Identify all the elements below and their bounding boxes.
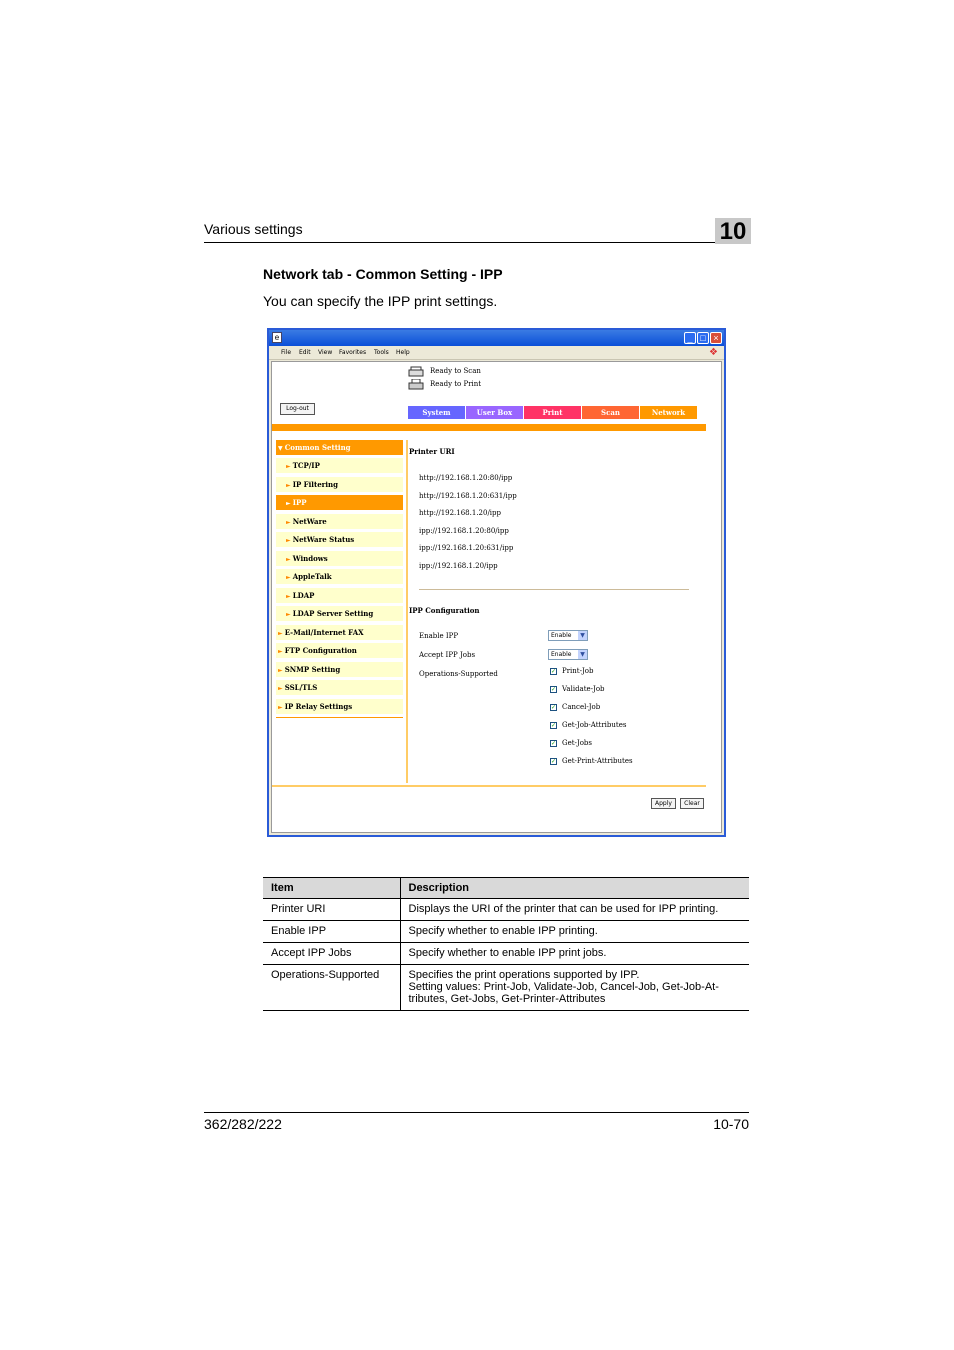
sidebar-item-label: SSL/TLS	[284, 683, 318, 692]
tab-scan[interactable]: Scan	[582, 406, 639, 419]
table-row	[263, 899, 749, 921]
nav-divider	[276, 717, 403, 718]
triangle-right-icon: ►	[286, 593, 293, 600]
tab-system[interactable]: System	[408, 406, 465, 419]
sidebar-item-label: AppleTalk	[292, 572, 332, 581]
sidebar-item-label: NetWare	[292, 517, 327, 526]
table-cell-item: Operations-Supported	[263, 965, 400, 1011]
window-titlebar	[269, 330, 724, 346]
menu-file[interactable]: File	[281, 349, 292, 356]
table-row	[263, 921, 749, 943]
sidebar-item[interactable]	[276, 458, 403, 473]
triangle-right-icon: ►	[278, 667, 285, 674]
sidebar-item[interactable]	[276, 477, 403, 492]
model-number: 362/282/222	[204, 1116, 282, 1132]
intro-text: You can specify the IPP print settings.	[263, 293, 498, 309]
triangle-down-icon: ▼	[278, 445, 285, 452]
triangle-right-icon: ►	[278, 648, 285, 655]
tab-underline-bar	[272, 424, 706, 431]
sidebar-item[interactable]	[276, 569, 403, 584]
table-cell-item: Printer URI	[263, 899, 400, 921]
chevron-down-icon: ▼	[578, 631, 587, 640]
table-cell-description: Specifies the print operations supported by IPP. Setting values: Print-Job, Validate-Job, Cancel-Job, Get-Job-At- tributes, Get-Jobs, Get-Printer-Attributes	[400, 965, 749, 1011]
close-icon[interactable]: ×	[710, 332, 722, 344]
printer-uri-value: ipp://192.168.1.20:80/ipp	[419, 526, 509, 535]
sidebar-item[interactable]	[276, 662, 403, 677]
apply-button[interactable]: Apply	[651, 798, 676, 809]
triangle-right-icon: ►	[286, 556, 293, 563]
clear-button[interactable]: Clear	[680, 798, 704, 809]
sidebar-item[interactable]	[276, 440, 403, 455]
sidebar-item[interactable]	[276, 495, 403, 510]
triangle-right-icon: ►	[286, 537, 293, 544]
chapter-number: 10	[715, 218, 751, 244]
operation-label: Cancel-Job	[562, 703, 601, 711]
table-cell-description: Specify whether to enable IPP print jobs.	[400, 943, 749, 965]
menu-bar	[269, 346, 724, 360]
sidebar-item[interactable]	[276, 699, 403, 714]
sidebar-item[interactable]	[276, 514, 403, 529]
page-header	[204, 218, 751, 243]
browser-screenshot	[267, 328, 726, 837]
triangle-right-icon: ►	[286, 463, 293, 470]
operation-label: Print-Job	[562, 667, 594, 675]
triangle-right-icon: ►	[286, 519, 293, 526]
windows-logo-icon: ❖	[709, 347, 718, 358]
sidebar-item-label: LDAP	[292, 591, 315, 600]
printer-uri-value: ipp://192.168.1.20/ipp	[419, 561, 498, 570]
table-cell-item: Enable IPP	[263, 921, 400, 943]
sidebar-item-label: SNMP Setting	[284, 665, 341, 674]
menu-view[interactable]: View	[318, 349, 333, 356]
sidebar-item-label: NetWare Status	[292, 535, 355, 544]
menu-tools[interactable]: Tools	[374, 349, 389, 356]
sidebar-item[interactable]	[276, 532, 403, 547]
minimize-icon[interactable]: _	[684, 332, 696, 344]
menu-edit[interactable]: Edit	[299, 349, 311, 356]
sidebar-item[interactable]	[276, 606, 403, 621]
operation-label: Get-Print-Attributes	[562, 757, 633, 765]
sidebar-item-label: IP Relay Settings	[284, 702, 353, 711]
sidebar-item-label: E-Mail/Internet FAX	[284, 628, 364, 637]
sidebar-item[interactable]	[276, 625, 403, 640]
operation-checkbox[interactable]: ✓	[551, 704, 557, 711]
printer-uri-value: http://192.168.1.20:631/ipp	[419, 491, 517, 500]
table-row	[263, 943, 749, 965]
sidebar-item-label: FTP Configuration	[284, 646, 357, 655]
operations-label: Operations-Supported	[419, 670, 498, 678]
table-cell-description: Displays the URI of the printer that can be used for IPP printing.	[400, 899, 749, 921]
browser-icon: e	[272, 332, 282, 343]
sidebar-item-label: Windows	[292, 554, 328, 563]
enable-ipp-select[interactable]: Enable ▼	[548, 630, 588, 641]
sidebar-item[interactable]	[276, 643, 403, 658]
printer-uri-value: ipp://192.168.1.20:631/ipp	[419, 544, 514, 552]
ipp-config-heading: IPP Configuration	[409, 606, 480, 615]
triangle-right-icon: ►	[286, 500, 293, 507]
operation-label: Get-Job-Attributes	[562, 721, 627, 729]
accept-jobs-label: Accept IPP Jobs	[419, 651, 476, 659]
description-table	[263, 877, 749, 1011]
page-number: 10-70	[713, 1116, 749, 1132]
sidebar-item[interactable]	[276, 551, 403, 566]
sidebar-item-label: IPP	[292, 498, 307, 507]
table-cell-description: Specify whether to enable IPP printing.	[400, 921, 749, 943]
sidebar-item[interactable]	[276, 680, 403, 695]
footer-divider	[272, 785, 706, 787]
logout-button[interactable]: Log-out	[280, 403, 315, 415]
accept-jobs-select[interactable]: Enable ▼	[548, 649, 588, 660]
tab-print[interactable]: Print	[524, 406, 581, 419]
page-title: Network tab - Common Setting - IPP	[263, 266, 503, 282]
scanner-icon	[408, 366, 424, 378]
triangle-right-icon: ►	[286, 574, 293, 581]
operation-label: Validate-Job	[562, 685, 605, 693]
enable-ipp-label: Enable IPP	[419, 632, 459, 640]
menu-favorites[interactable]: Favorites	[339, 349, 367, 356]
triangle-right-icon: ►	[286, 482, 293, 489]
content-divider	[406, 440, 408, 783]
sidebar-item[interactable]	[276, 588, 403, 603]
page-footer	[204, 1112, 749, 1132]
sidebar-item-label: Common Setting	[284, 443, 351, 452]
printer-uri-value: http://192.168.1.20/ipp	[419, 509, 502, 517]
triangle-right-icon: ►	[286, 611, 293, 618]
tab-user-box[interactable]: User Box	[466, 406, 523, 419]
table-cell-item: Accept IPP Jobs	[263, 943, 400, 965]
operation-checkbox[interactable]: ✓	[551, 686, 557, 693]
printer-uri-value: http://192.168.1.20:80/ipp	[419, 474, 513, 482]
sidebar-item-label: TCP/IP	[292, 461, 320, 470]
triangle-right-icon: ►	[278, 630, 285, 637]
operation-checkbox[interactable]: ✓	[551, 758, 557, 765]
operation-checkbox[interactable]: ✓	[551, 740, 557, 747]
triangle-right-icon: ►	[278, 704, 285, 711]
section-separator	[419, 589, 689, 590]
operation-checkbox[interactable]: ✓	[551, 668, 557, 675]
menu-help[interactable]: Help	[396, 349, 410, 356]
tab-network[interactable]: Network	[640, 406, 697, 419]
sidebar-item-label: LDAP Server Setting	[292, 609, 374, 618]
column-header-item: Item	[263, 878, 400, 899]
operation-label: Get-Jobs	[562, 739, 593, 747]
operation-checkbox[interactable]: ✓	[551, 722, 557, 729]
printer-uri-heading: Printer URI	[409, 447, 455, 456]
chevron-down-icon: ▼	[578, 650, 587, 659]
maximize-icon[interactable]: □	[697, 332, 709, 344]
table-row	[263, 965, 749, 1011]
section-title: Various settings	[204, 221, 303, 237]
column-header-description: Description	[400, 878, 749, 899]
web-page: Ready to Scan Ready to Print Log-out System User Box Print Scan Network ▼ Common Setting ► TCP/IP ► IP Filtering ► IPP ► NetWare ► NetWare Status ► Windows ► AppleTalk ► LDAP ► LDAP Server Setting ► E-Mail/Internet FAX ► FTP Configuration ► SNMP Setting ► SSL/TLS ► IP Relay Settings Printer URI http://192.168.1.20:80/ipp http://192.168.1.20:631/ipp http://192.168.1.20/ipp ipp://192.168.1.20:80/ipp ipp://192.168.1.20:631/ipp ipp://192.168.1.20/ipp IPP Configuration Enable IPP Enable ▼ Accept IPP Jobs Enable ▼ Operations-Supported ✓ Print-Job ✓ Validate-Job ✓ Cancel-Job ✓ Get-Job-Attributes ✓ Get-Jobs ✓ Get-Print-Attributes Apply Clear	[271, 361, 722, 833]
triangle-right-icon: ►	[278, 685, 285, 692]
sidebar-item-label: IP Filtering	[292, 480, 338, 489]
printer-icon	[408, 379, 424, 391]
